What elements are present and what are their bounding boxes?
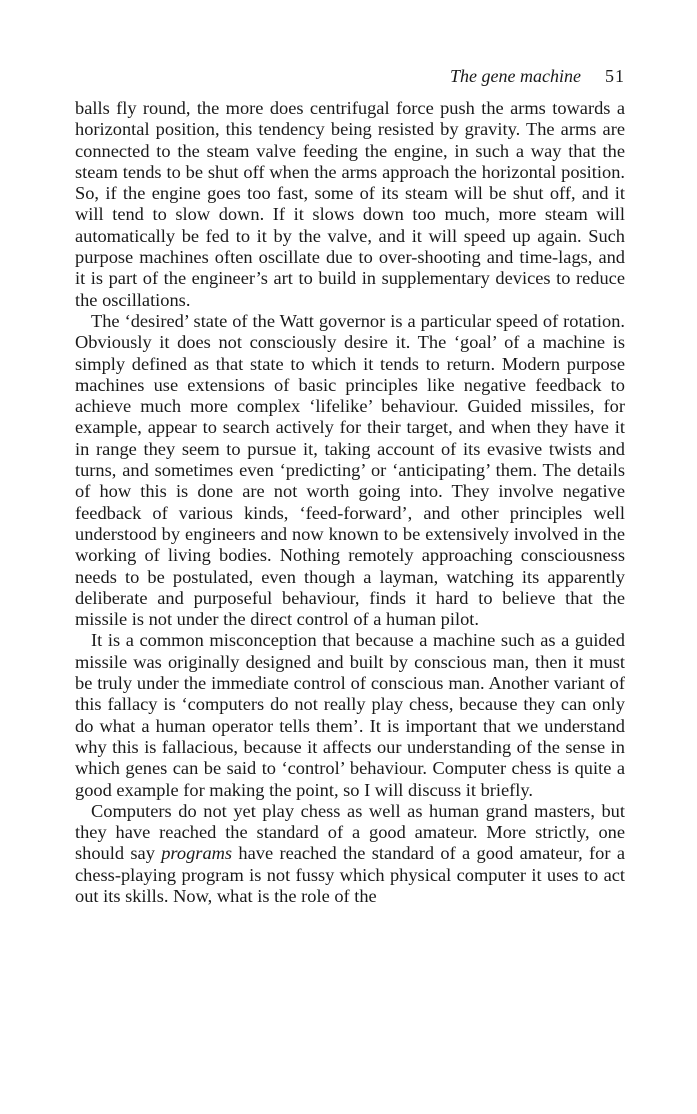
paragraph-4-text-b: have reached the standard of a good amateur, for a chess-playing program is not fussy which physical computer it uses to act out its skills. Now, what is the role of the xyxy=(75,843,625,906)
paragraph-4-emphasis: programs xyxy=(161,843,233,864)
paragraph-2: The ‘desired’ state of the Watt governor is a particular speed of rotation. Obviously it does not consciously desire it. The ‘goal’ of a machine is simply defined as that state to which it tends to return. Modern purpose machines use extensions of basic principles like negative feedback to achieve much more complex ‘lifelike’ behaviour. Guided missiles, for example, appear to search actively for their target, and when they have it in range they seem to pursue it, taking account of its evasive twists and turns, and sometimes even ‘predicting’ or ‘anticipating’ them. The details of how this is done are not worth going into. They involve negative feedback of various kinds, ‘feed-forward’, and other principles well understood by engineers and now known to be extensively involved in the working of living bodies. Nothing remotely approaching consciousness needs to be postulated, even though a layman, watching its apparently deliberate and purposeful behaviour, finds it hard to believe that the missile is not under the direct control of a human pilot. xyxy=(75,310,625,630)
paragraph-1: balls fly round, the more does centrifugal force push the arms towards a horizontal position, this tendency being resisted by gravity. The arms are connected to the steam valve feeding the engine, in such a way that the steam tends to be shut off when the arms approach the horizontal position. So, if the engine goes too fast, some of its steam will be shut off, and it will tend to slow down. If it slows down too much, more steam will automatically be fed to it by the valve, and it will speed up again. Such purpose machines often oscillate due to over-shooting and time-lags, and it is part of the engineer’s art to build in supplementary devices to reduce the oscillations. xyxy=(75,98,625,310)
running-head xyxy=(75,66,625,98)
book-page xyxy=(75,66,625,907)
paragraph-3: It is a common misconception that because a machine such as a guided missile was originally designed and built by conscious man, then it must be truly under the immediate control of conscious man. Another variant of this fallacy is ‘computers do not really play chess, because they can only do what a human operator tells them’. It is important that we understand why this is fallacious, because it affects our understanding of the sense in which genes can be said to ‘control’ behaviour. Computer chess is quite a good example for making the point, so I will discuss it briefly. xyxy=(75,630,625,800)
paragraph-4-text-a: Computers do not yet play chess as well as human grand masters, but they have reached the standard of a good amateur. More strictly, one should say xyxy=(75,800,625,864)
page-number: 51 xyxy=(605,66,625,86)
paragraph-4 xyxy=(75,801,625,907)
running-title: The gene machine xyxy=(450,66,581,86)
body-text xyxy=(75,98,625,907)
